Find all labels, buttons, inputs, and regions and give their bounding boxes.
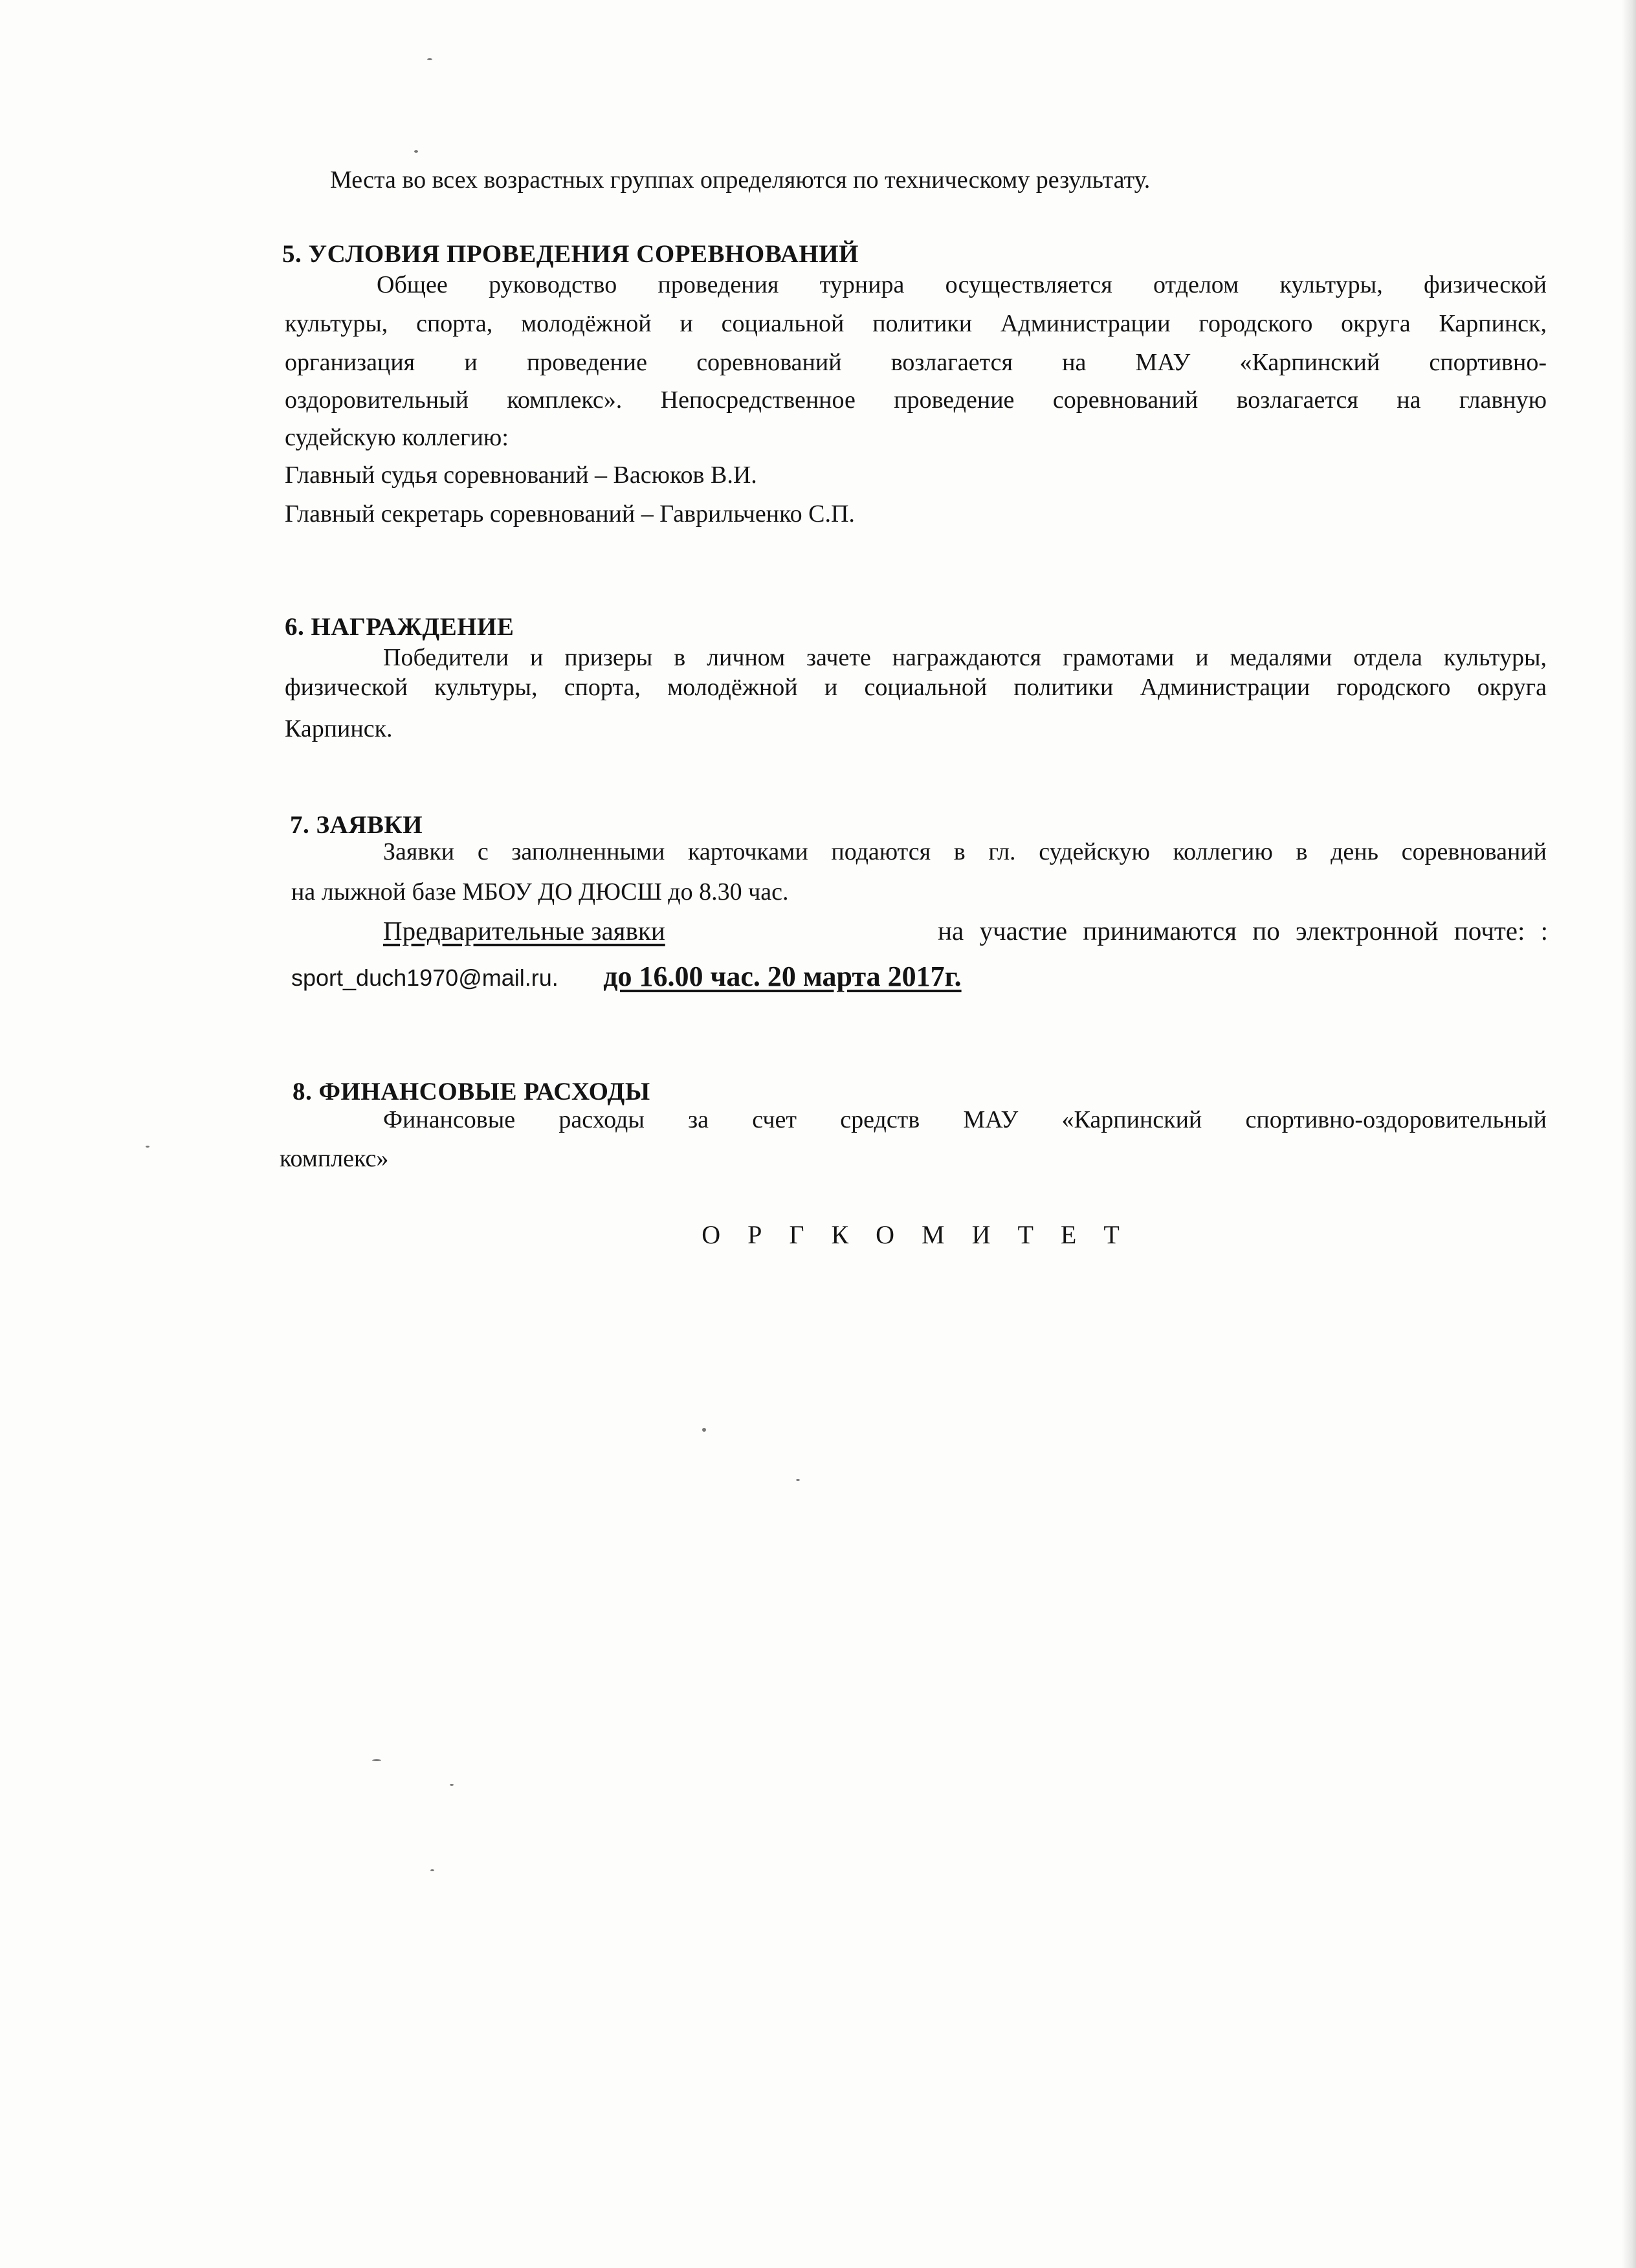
scan-speck	[702, 1428, 706, 1432]
section-8-line-2: комплекс»	[280, 1145, 389, 1172]
orgcommittee-signature: О Р Г К О М И Т Е Т	[702, 1220, 1130, 1249]
scan-speck	[372, 1759, 381, 1761]
section-6-heading: 6. НАГРАЖДЕНИЕ	[285, 613, 514, 641]
scan-speck	[430, 1869, 434, 1871]
chief-secretary-line: Главный секретарь соревнований – Гаврильченко С.П.	[285, 500, 855, 528]
section-7-line-2: на лыжной базе МБОУ ДО ДЮСШ до 8.30 час.	[291, 878, 789, 906]
prelim-applications-underlined: Предварительные заявки	[383, 916, 665, 946]
section-7-heading: 7. ЗАЯВКИ	[290, 811, 423, 839]
scan-speck	[450, 1784, 454, 1786]
scan-speck	[427, 58, 432, 60]
page-edge-shadow	[1622, 0, 1636, 2268]
prelim-applications-rest: на участие принимаются по электронной почте: :	[938, 916, 1548, 946]
section-7-line-1: Заявки с заполненными карточками подаются в гл. судейскую коллегию в день соревнований	[383, 838, 1547, 865]
chief-judge-line: Главный судья соревнований – Васюков В.И.	[285, 461, 757, 489]
section-6-line-1: Победители и призеры в личном зачете награждаются грамотами и медалями отдела культуры,	[383, 644, 1547, 671]
section-5-heading: 5. УСЛОВИЯ ПРОВЕДЕНИЯ СОРЕВНОВАНИЙ	[282, 240, 859, 268]
deadline-text: до 16.00 час. 20 марта 2017г.	[603, 961, 962, 992]
section-5-line-3: организация и проведение соревнований возлагается на МАУ «Карпинский спортивно-	[285, 349, 1547, 376]
prelim-applications-line	[383, 911, 1548, 950]
email-address: sport_duch1970@mail.ru.	[291, 964, 558, 991]
intro-paragraph: Места во всех возрастных группах определяются по техническому результату.	[330, 166, 1151, 194]
section-6-line-2: физической культуры, спорта, молодёжной и социальной политики Администрации городского округа	[285, 674, 1547, 701]
section-8-line-1: Финансовые расходы за счет средств МАУ «Карпинский спортивно-оздоровительный	[383, 1106, 1547, 1133]
scan-speck	[146, 1146, 149, 1148]
section-5-line-1: Общее руководство проведения турнира осуществляется отделом культуры, физической	[377, 271, 1547, 298]
section-5-line-4: оздоровительный комплекс». Непосредственное проведение соревнований возлагается на главную	[285, 386, 1547, 414]
email-deadline-line	[291, 957, 1553, 998]
scan-speck	[414, 150, 418, 153]
section-8-heading: 8. ФИНАНСОВЫЕ РАСХОДЫ	[293, 1078, 650, 1106]
section-6-line-3: Карпинск.	[285, 715, 393, 742]
scan-speck	[796, 1479, 800, 1481]
section-5-line-2: культуры, спорта, молодёжной и социальной политики Администрации городского округа Карпинск,	[285, 310, 1547, 337]
section-5-line-5: судейскую коллегию:	[285, 424, 509, 451]
